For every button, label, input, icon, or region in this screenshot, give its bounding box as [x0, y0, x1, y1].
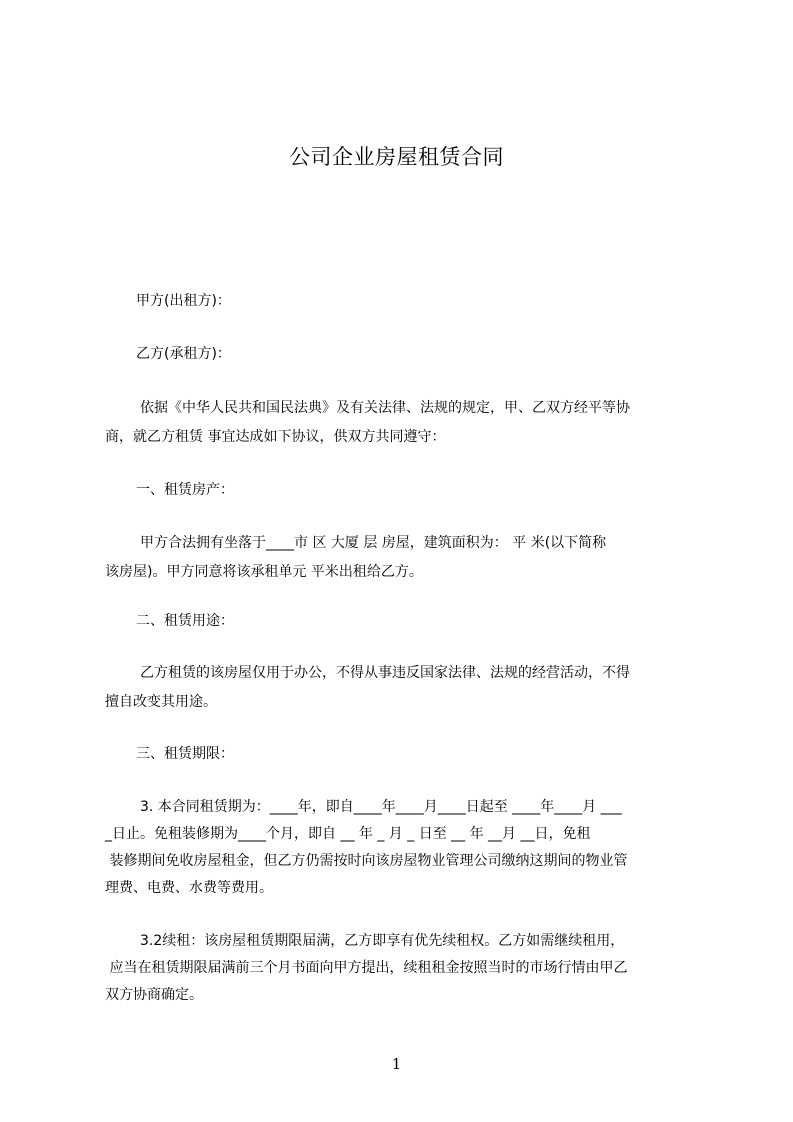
section-2-line-1: 乙方租赁的该房屋仅用于办公，不得从事违反国家法律、法规的经营活动，不得: [140, 665, 630, 681]
clause-3-1-line-1: 3. 本合同租赁期为：____年，即自____年____月____日起至 ____年____月 ___: [140, 799, 622, 815]
section-2-heading: 二、租赁用途：: [136, 613, 234, 629]
section-1-line-1: 甲方合法拥有坐落于____市 区 大厦 层 房屋，建筑面积为： 平 米(以下简称: [140, 535, 607, 551]
section-2-line-2: 擅自改变其用途。: [105, 694, 217, 710]
clause-3-1-line-2: _日止。免租装修期为____个月，即自 __ 年 _ 月 _ 日至 __ 年 __月 __日，免租: [105, 826, 591, 842]
section-1-heading: 一、租赁房产：: [136, 482, 234, 498]
clause-3-1-line-4: 理费、电费、水费等费用。: [105, 880, 273, 896]
page-number: 1: [391, 1055, 402, 1073]
clause-3-2-line-3: 双方协商确定。: [105, 987, 203, 1003]
basis-line-2: 商，就乙方租赁 事宜达成如下协议，供双方共同遵守：: [105, 429, 446, 445]
clause-3-1-line-3: 装修期间免收房屋租金，但乙方仍需按时向该房屋物业管理公司缴纳这期间的物业管: [105, 853, 628, 869]
section-3-heading: 三、租赁期限：: [136, 746, 234, 762]
clause-3-2-line-2: 应当在租赁期限届满前三个月书面向甲方提出，续租租金按照当时的市场行情由甲乙: [105, 960, 628, 976]
section-1-line-2: 该房屋)。甲方同意将该承租单元 平米出租给乙方。: [105, 564, 423, 580]
document-title: 公司企业房屋租赁合同: [289, 145, 504, 169]
clause-3-2-line-1: 3.2续租：该房屋租赁期限届满，乙方即享有优先续租权。乙方如需继续租用，: [140, 933, 625, 949]
party-b-line: 乙方(承租方)：: [136, 346, 231, 362]
basis-line-1: 依据《中华人民共和国民法典》及有关法律、法规的规定，甲、乙双方经平等协: [140, 400, 630, 416]
party-a-line: 甲方(出租方)：: [136, 293, 231, 309]
